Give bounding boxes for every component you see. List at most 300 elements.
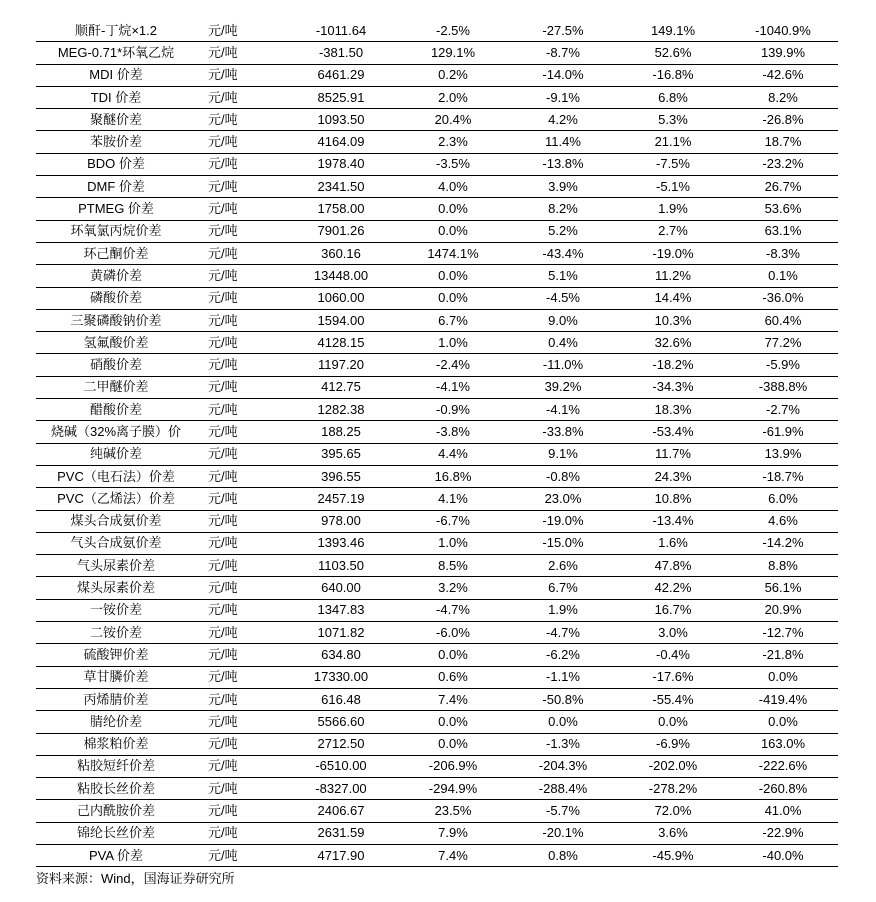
change-4-cell: -21.8% — [728, 644, 838, 666]
spread-value-cell: 1393.46 — [284, 532, 398, 554]
change-1-cell: -4.7% — [398, 599, 508, 621]
change-2-cell: 8.2% — [508, 198, 618, 220]
spread-value-cell: -6510.00 — [284, 755, 398, 777]
unit-cell: 元/吨 — [196, 711, 284, 733]
product-name-cell: MDI 价差 — [36, 64, 196, 86]
product-name-cell: PTMEG 价差 — [36, 198, 196, 220]
change-3-cell: 11.7% — [618, 443, 728, 465]
change-1-cell: 3.2% — [398, 577, 508, 599]
change-1-cell: 4.0% — [398, 176, 508, 198]
spread-value-cell: 1093.50 — [284, 109, 398, 131]
product-name-cell: 黄磷价差 — [36, 265, 196, 287]
product-name-cell: MEG-0.71*环氧乙烷 — [36, 42, 196, 64]
table-row — [36, 265, 838, 287]
change-1-cell: -6.0% — [398, 622, 508, 644]
change-4-cell: 6.0% — [728, 488, 838, 510]
change-4-cell: 56.1% — [728, 577, 838, 599]
change-3-cell: 1.6% — [618, 532, 728, 554]
product-name-cell: 顺酐-丁烷×1.2 — [36, 20, 196, 42]
change-4-cell: 139.9% — [728, 42, 838, 64]
table-row — [36, 711, 838, 733]
spread-value-cell: 1758.00 — [284, 198, 398, 220]
change-1-cell: 16.8% — [398, 465, 508, 487]
spread-value-cell: 2406.67 — [284, 800, 398, 822]
table-row — [36, 421, 838, 443]
product-name-cell: PVC（电石法）价差 — [36, 465, 196, 487]
change-4-cell: -61.9% — [728, 421, 838, 443]
change-1-cell: 0.2% — [398, 64, 508, 86]
product-name-cell: 气头尿素价差 — [36, 555, 196, 577]
spread-value-cell: 1071.82 — [284, 622, 398, 644]
change-2-cell: -8.7% — [508, 42, 618, 64]
change-2-cell: 9.1% — [508, 443, 618, 465]
unit-cell: 元/吨 — [196, 599, 284, 621]
spread-value-cell: 412.75 — [284, 376, 398, 398]
change-1-cell: -4.1% — [398, 376, 508, 398]
spread-value-cell: 13448.00 — [284, 265, 398, 287]
change-4-cell: 0.0% — [728, 711, 838, 733]
change-4-cell: 8.2% — [728, 86, 838, 108]
change-2-cell: 39.2% — [508, 376, 618, 398]
product-name-cell: 一铵价差 — [36, 599, 196, 621]
change-2-cell: -6.2% — [508, 644, 618, 666]
change-4-cell: 0.0% — [728, 666, 838, 688]
change-3-cell: 32.6% — [618, 332, 728, 354]
change-1-cell: 1474.1% — [398, 242, 508, 264]
table-row — [36, 176, 838, 198]
spread-value-cell: 5566.60 — [284, 711, 398, 733]
product-name-cell: 煤头合成氨价差 — [36, 510, 196, 532]
change-1-cell: 0.0% — [398, 733, 508, 755]
change-3-cell: 149.1% — [618, 20, 728, 42]
unit-cell: 元/吨 — [196, 532, 284, 554]
unit-cell: 元/吨 — [196, 109, 284, 131]
table-row — [36, 332, 838, 354]
change-3-cell: 2.7% — [618, 220, 728, 242]
spread-table-container — [36, 20, 838, 867]
table-row — [36, 64, 838, 86]
unit-cell: 元/吨 — [196, 309, 284, 331]
change-2-cell: -4.1% — [508, 399, 618, 421]
change-4-cell: -26.8% — [728, 109, 838, 131]
table-row — [36, 510, 838, 532]
change-1-cell: -3.5% — [398, 153, 508, 175]
change-4-cell: -260.8% — [728, 778, 838, 800]
spread-value-cell: 396.55 — [284, 465, 398, 487]
change-2-cell: 5.2% — [508, 220, 618, 242]
change-3-cell: -18.2% — [618, 354, 728, 376]
change-4-cell: -222.6% — [728, 755, 838, 777]
unit-cell: 元/吨 — [196, 622, 284, 644]
change-2-cell: -27.5% — [508, 20, 618, 42]
change-2-cell: -19.0% — [508, 510, 618, 532]
change-3-cell: -19.0% — [618, 242, 728, 264]
change-4-cell: 8.8% — [728, 555, 838, 577]
table-row — [36, 20, 838, 42]
product-name-cell: PVC（乙烯法）价差 — [36, 488, 196, 510]
change-4-cell: 60.4% — [728, 309, 838, 331]
spread-table — [36, 20, 838, 867]
spread-value-cell: 2631.59 — [284, 822, 398, 844]
spread-value-cell: 1978.40 — [284, 153, 398, 175]
table-row — [36, 644, 838, 666]
product-name-cell: 硫酸钾价差 — [36, 644, 196, 666]
spread-value-cell: 1594.00 — [284, 309, 398, 331]
change-1-cell: 2.0% — [398, 86, 508, 108]
change-4-cell: -8.3% — [728, 242, 838, 264]
unit-cell: 元/吨 — [196, 376, 284, 398]
product-name-cell: BDO 价差 — [36, 153, 196, 175]
spread-value-cell: -381.50 — [284, 42, 398, 64]
change-3-cell: -53.4% — [618, 421, 728, 443]
unit-cell: 元/吨 — [196, 778, 284, 800]
change-4-cell: -2.7% — [728, 399, 838, 421]
table-row — [36, 86, 838, 108]
product-name-cell: 锦纶长丝价差 — [36, 822, 196, 844]
table-row — [36, 309, 838, 331]
unit-cell: 元/吨 — [196, 755, 284, 777]
change-4-cell: -18.7% — [728, 465, 838, 487]
product-name-cell: 腈纶价差 — [36, 711, 196, 733]
unit-cell: 元/吨 — [196, 443, 284, 465]
unit-cell: 元/吨 — [196, 733, 284, 755]
unit-cell: 元/吨 — [196, 666, 284, 688]
unit-cell: 元/吨 — [196, 20, 284, 42]
change-1-cell: -2.4% — [398, 354, 508, 376]
spread-value-cell: 634.80 — [284, 644, 398, 666]
change-4-cell: -40.0% — [728, 844, 838, 866]
change-3-cell: -7.5% — [618, 153, 728, 175]
spread-value-cell: 616.48 — [284, 688, 398, 710]
change-4-cell: 26.7% — [728, 176, 838, 198]
unit-cell: 元/吨 — [196, 265, 284, 287]
change-2-cell: -9.1% — [508, 86, 618, 108]
product-name-cell: DMF 价差 — [36, 176, 196, 198]
spread-value-cell: 17330.00 — [284, 666, 398, 688]
unit-cell: 元/吨 — [196, 688, 284, 710]
product-name-cell: 气头合成氨价差 — [36, 532, 196, 554]
table-row — [36, 688, 838, 710]
unit-cell: 元/吨 — [196, 465, 284, 487]
spread-value-cell: 4164.09 — [284, 131, 398, 153]
change-2-cell: -4.7% — [508, 622, 618, 644]
change-4-cell: 20.9% — [728, 599, 838, 621]
product-name-cell: 硝酸价差 — [36, 354, 196, 376]
change-1-cell: 7.9% — [398, 822, 508, 844]
change-4-cell: -22.9% — [728, 822, 838, 844]
change-3-cell: 11.2% — [618, 265, 728, 287]
change-2-cell: -20.1% — [508, 822, 618, 844]
change-3-cell: 72.0% — [618, 800, 728, 822]
change-3-cell: 52.6% — [618, 42, 728, 64]
product-name-cell: 醋酸价差 — [36, 399, 196, 421]
table-row — [36, 376, 838, 398]
unit-cell: 元/吨 — [196, 577, 284, 599]
spread-value-cell: 6461.29 — [284, 64, 398, 86]
spread-value-cell: 1282.38 — [284, 399, 398, 421]
table-row — [36, 220, 838, 242]
change-4-cell: 77.2% — [728, 332, 838, 354]
spread-value-cell: 4128.15 — [284, 332, 398, 354]
change-3-cell: 21.1% — [618, 131, 728, 153]
change-4-cell: 13.9% — [728, 443, 838, 465]
product-name-cell: 纯碱价差 — [36, 443, 196, 465]
change-2-cell: 0.4% — [508, 332, 618, 354]
table-row — [36, 800, 838, 822]
unit-cell: 元/吨 — [196, 242, 284, 264]
change-2-cell: 11.4% — [508, 131, 618, 153]
change-1-cell: 4.1% — [398, 488, 508, 510]
spread-value-cell: 7901.26 — [284, 220, 398, 242]
change-3-cell: -0.4% — [618, 644, 728, 666]
change-3-cell: 10.8% — [618, 488, 728, 510]
product-name-cell: 煤头尿素价差 — [36, 577, 196, 599]
change-2-cell: -288.4% — [508, 778, 618, 800]
product-name-cell: TDI 价差 — [36, 86, 196, 108]
spread-value-cell: 640.00 — [284, 577, 398, 599]
change-4-cell: -42.6% — [728, 64, 838, 86]
table-row — [36, 399, 838, 421]
unit-cell: 元/吨 — [196, 131, 284, 153]
change-3-cell: 1.9% — [618, 198, 728, 220]
change-3-cell: 0.0% — [618, 711, 728, 733]
change-4-cell: -14.2% — [728, 532, 838, 554]
unit-cell: 元/吨 — [196, 220, 284, 242]
change-3-cell: 24.3% — [618, 465, 728, 487]
change-3-cell: 16.7% — [618, 599, 728, 621]
change-2-cell: 0.0% — [508, 711, 618, 733]
change-3-cell: 14.4% — [618, 287, 728, 309]
change-3-cell: -202.0% — [618, 755, 728, 777]
unit-cell: 元/吨 — [196, 332, 284, 354]
spread-value-cell: 8525.91 — [284, 86, 398, 108]
table-row — [36, 242, 838, 264]
spread-table-body — [36, 20, 838, 867]
change-1-cell: -6.7% — [398, 510, 508, 532]
change-4-cell: -1040.9% — [728, 20, 838, 42]
table-row — [36, 465, 838, 487]
product-name-cell: 磷酸价差 — [36, 287, 196, 309]
change-2-cell: 4.2% — [508, 109, 618, 131]
unit-cell: 元/吨 — [196, 86, 284, 108]
product-name-cell: 环己酮价差 — [36, 242, 196, 264]
unit-cell: 元/吨 — [196, 399, 284, 421]
spread-value-cell: 1103.50 — [284, 555, 398, 577]
change-1-cell: 2.3% — [398, 131, 508, 153]
change-1-cell: 0.0% — [398, 220, 508, 242]
product-name-cell: 粘胶短纤价差 — [36, 755, 196, 777]
unit-cell: 元/吨 — [196, 555, 284, 577]
product-name-cell: 己内酰胺价差 — [36, 800, 196, 822]
table-row — [36, 555, 838, 577]
product-name-cell: 烧碱（32%离子膜）价 — [36, 421, 196, 443]
table-row — [36, 822, 838, 844]
product-name-cell: 粘胶长丝价差 — [36, 778, 196, 800]
unit-cell: 元/吨 — [196, 198, 284, 220]
change-1-cell: -0.9% — [398, 399, 508, 421]
spread-value-cell: 395.65 — [284, 443, 398, 465]
change-3-cell: 3.6% — [618, 822, 728, 844]
change-1-cell: 1.0% — [398, 332, 508, 354]
table-row — [36, 577, 838, 599]
product-name-cell: 聚醚价差 — [36, 109, 196, 131]
change-4-cell: 163.0% — [728, 733, 838, 755]
change-1-cell: -206.9% — [398, 755, 508, 777]
change-4-cell: -5.9% — [728, 354, 838, 376]
change-4-cell: 0.1% — [728, 265, 838, 287]
product-name-cell: PVA 价差 — [36, 844, 196, 866]
change-4-cell: 4.6% — [728, 510, 838, 532]
spread-value-cell: 1347.83 — [284, 599, 398, 621]
table-row — [36, 443, 838, 465]
change-2-cell: -15.0% — [508, 532, 618, 554]
change-1-cell: 4.4% — [398, 443, 508, 465]
spread-value-cell: 360.16 — [284, 242, 398, 264]
change-2-cell: -14.0% — [508, 64, 618, 86]
table-row — [36, 287, 838, 309]
product-name-cell: 环氧氯丙烷价差 — [36, 220, 196, 242]
change-4-cell: -419.4% — [728, 688, 838, 710]
change-3-cell: -16.8% — [618, 64, 728, 86]
change-4-cell: -23.2% — [728, 153, 838, 175]
change-3-cell: -45.9% — [618, 844, 728, 866]
change-3-cell: 18.3% — [618, 399, 728, 421]
change-1-cell: 0.0% — [398, 198, 508, 220]
change-3-cell: 5.3% — [618, 109, 728, 131]
change-2-cell: -50.8% — [508, 688, 618, 710]
change-1-cell: -3.8% — [398, 421, 508, 443]
change-3-cell: 47.8% — [618, 555, 728, 577]
product-name-cell: 二铵价差 — [36, 622, 196, 644]
change-4-cell: 63.1% — [728, 220, 838, 242]
unit-cell: 元/吨 — [196, 421, 284, 443]
unit-cell: 元/吨 — [196, 644, 284, 666]
change-1-cell: 0.0% — [398, 711, 508, 733]
change-1-cell: -2.5% — [398, 20, 508, 42]
change-1-cell: 0.0% — [398, 287, 508, 309]
unit-cell: 元/吨 — [196, 354, 284, 376]
change-3-cell: -34.3% — [618, 376, 728, 398]
unit-cell: 元/吨 — [196, 153, 284, 175]
spread-value-cell: 2341.50 — [284, 176, 398, 198]
change-3-cell: 6.8% — [618, 86, 728, 108]
change-2-cell: -4.5% — [508, 287, 618, 309]
change-4-cell: 53.6% — [728, 198, 838, 220]
source-note: 资料来源：Wind，国海证券研究所 — [36, 871, 235, 886]
change-4-cell: 18.7% — [728, 131, 838, 153]
change-1-cell: 20.4% — [398, 109, 508, 131]
change-2-cell: -1.3% — [508, 733, 618, 755]
change-2-cell: 5.1% — [508, 265, 618, 287]
change-3-cell: 3.0% — [618, 622, 728, 644]
change-1-cell: 6.7% — [398, 309, 508, 331]
change-1-cell: 129.1% — [398, 42, 508, 64]
table-row — [36, 778, 838, 800]
spread-value-cell: -8327.00 — [284, 778, 398, 800]
table-row — [36, 198, 838, 220]
change-1-cell: 8.5% — [398, 555, 508, 577]
change-3-cell: 10.3% — [618, 309, 728, 331]
spread-value-cell: -1011.64 — [284, 20, 398, 42]
change-2-cell: -33.8% — [508, 421, 618, 443]
unit-cell: 元/吨 — [196, 176, 284, 198]
product-name-cell: 丙烯腈价差 — [36, 688, 196, 710]
change-3-cell: 42.2% — [618, 577, 728, 599]
change-4-cell: 41.0% — [728, 800, 838, 822]
change-4-cell: -36.0% — [728, 287, 838, 309]
table-row — [36, 733, 838, 755]
table-row — [36, 844, 838, 866]
unit-cell: 元/吨 — [196, 42, 284, 64]
table-row — [36, 755, 838, 777]
change-2-cell: -11.0% — [508, 354, 618, 376]
change-2-cell: -204.3% — [508, 755, 618, 777]
spread-value-cell: 2712.50 — [284, 733, 398, 755]
change-3-cell: -6.9% — [618, 733, 728, 755]
spread-value-cell: 978.00 — [284, 510, 398, 532]
change-4-cell: -388.8% — [728, 376, 838, 398]
table-row — [36, 109, 838, 131]
change-3-cell: -278.2% — [618, 778, 728, 800]
change-2-cell: 3.9% — [508, 176, 618, 198]
spread-value-cell: 4717.90 — [284, 844, 398, 866]
change-1-cell: -294.9% — [398, 778, 508, 800]
spread-value-cell: 1060.00 — [284, 287, 398, 309]
table-row — [36, 131, 838, 153]
change-3-cell: -5.1% — [618, 176, 728, 198]
change-2-cell: -13.8% — [508, 153, 618, 175]
change-1-cell: 0.0% — [398, 644, 508, 666]
product-name-cell: 苯胺价差 — [36, 131, 196, 153]
unit-cell: 元/吨 — [196, 64, 284, 86]
unit-cell: 元/吨 — [196, 822, 284, 844]
change-2-cell: 6.7% — [508, 577, 618, 599]
product-name-cell: 氢氟酸价差 — [36, 332, 196, 354]
change-1-cell: 1.0% — [398, 532, 508, 554]
change-2-cell: 23.0% — [508, 488, 618, 510]
change-2-cell: 1.9% — [508, 599, 618, 621]
change-2-cell: 2.6% — [508, 555, 618, 577]
table-row — [36, 666, 838, 688]
change-2-cell: -5.7% — [508, 800, 618, 822]
table-row — [36, 153, 838, 175]
change-4-cell: -12.7% — [728, 622, 838, 644]
change-1-cell: 0.0% — [398, 265, 508, 287]
change-2-cell: -0.8% — [508, 465, 618, 487]
change-3-cell: -55.4% — [618, 688, 728, 710]
product-name-cell: 棉浆粕价差 — [36, 733, 196, 755]
spread-value-cell: 2457.19 — [284, 488, 398, 510]
unit-cell: 元/吨 — [196, 844, 284, 866]
product-name-cell: 草甘膦价差 — [36, 666, 196, 688]
change-1-cell: 23.5% — [398, 800, 508, 822]
unit-cell: 元/吨 — [196, 510, 284, 532]
spread-value-cell: 188.25 — [284, 421, 398, 443]
table-row — [36, 42, 838, 64]
change-2-cell: -1.1% — [508, 666, 618, 688]
product-name-cell: 三聚磷酸钠价差 — [36, 309, 196, 331]
table-row — [36, 599, 838, 621]
change-1-cell: 7.4% — [398, 688, 508, 710]
change-1-cell: 7.4% — [398, 844, 508, 866]
change-3-cell: -13.4% — [618, 510, 728, 532]
change-2-cell: 0.8% — [508, 844, 618, 866]
table-row — [36, 622, 838, 644]
table-row — [36, 532, 838, 554]
change-3-cell: -17.6% — [618, 666, 728, 688]
table-row — [36, 354, 838, 376]
change-1-cell: 0.6% — [398, 666, 508, 688]
